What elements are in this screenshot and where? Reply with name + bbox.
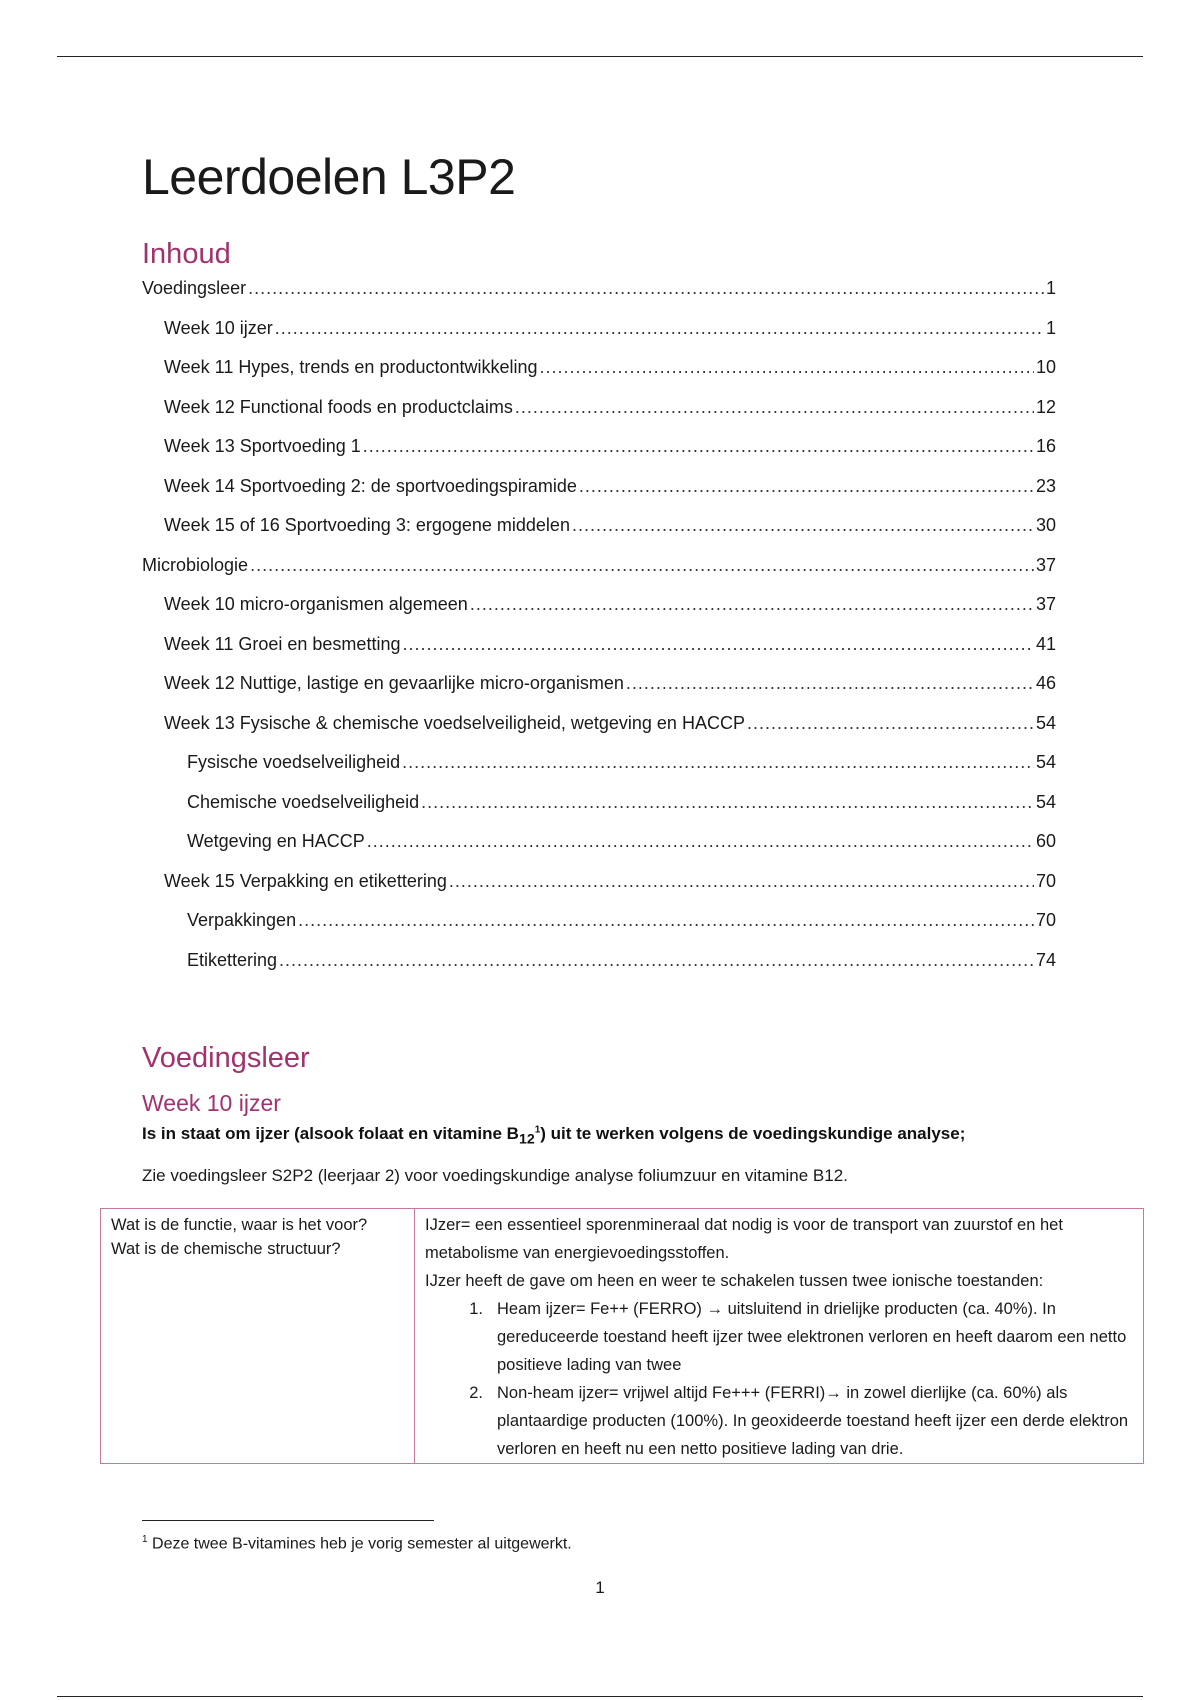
toc-entry-page: 74 bbox=[1035, 949, 1056, 970]
toc-leader bbox=[470, 594, 1034, 615]
toc-entry[interactable] bbox=[142, 950, 1056, 990]
toc-leader bbox=[540, 357, 1034, 378]
toc-leader bbox=[747, 713, 1034, 734]
toc-entry-page: 70 bbox=[1035, 870, 1056, 891]
toc-leader bbox=[449, 871, 1034, 892]
toc-entry-page: 1 bbox=[1045, 278, 1056, 298]
toc-entry[interactable] bbox=[142, 713, 1056, 753]
toc-entry[interactable] bbox=[142, 318, 1056, 358]
list-number: 1. bbox=[469, 1300, 483, 1318]
toc-entry[interactable] bbox=[142, 594, 1056, 634]
list-number: 2. bbox=[469, 1384, 483, 1402]
toc-entry[interactable] bbox=[142, 278, 1056, 318]
toc-entry-page: 23 bbox=[1035, 475, 1056, 496]
toc-entry-text: Verpakkingen bbox=[187, 910, 297, 930]
list-item bbox=[425, 1295, 1133, 1379]
toc-leader bbox=[367, 831, 1034, 852]
toc-entry-text: Week 11 Groei en besmetting bbox=[164, 633, 401, 654]
question-cell bbox=[101, 1209, 415, 1463]
toc-entry-text: Chemische voedselveiligheid bbox=[187, 791, 420, 812]
list-text: Non-heam ijzer= vrijwel altijd Fe+++ (FERRI)→ in zowel dierlijke (ca. 60%) als plantaardige producten (100%). In geoxideerde toestand heeft ijzer een derde elektron verloren en heeft nu een netto positieve lading van drie. bbox=[497, 1384, 1129, 1458]
toc-entry-text: Week 10 micro-organismen algemeen bbox=[164, 594, 468, 614]
toc-entry-page: 12 bbox=[1035, 396, 1056, 417]
toc-leader bbox=[421, 792, 1034, 813]
toc-entry-page: 16 bbox=[1035, 436, 1056, 456]
toc-entry[interactable] bbox=[142, 831, 1056, 871]
footnote bbox=[142, 1534, 572, 1553]
page-number: 1 bbox=[595, 1578, 605, 1597]
toc-entry[interactable] bbox=[142, 792, 1056, 832]
toc-entry[interactable] bbox=[142, 555, 1056, 595]
document-title: Leerdoelen L3P2 bbox=[142, 149, 516, 205]
question-line: Wat is de chemische structuur? bbox=[111, 1240, 341, 1258]
answer-paragraph: IJzer heeft de gave om heen en weer te schakelen tussen twee ionische toestanden: bbox=[425, 1272, 1044, 1290]
toc-entry-page: 70 bbox=[1035, 910, 1056, 930]
toc-entry-text: Wetgeving en HACCP bbox=[187, 831, 365, 851]
toc-entry-text: Etikettering bbox=[187, 949, 278, 970]
toc-entry-text: Fysische voedselveiligheid bbox=[187, 752, 401, 772]
toc-entry-text: Week 15 Verpakking en etikettering bbox=[164, 870, 447, 891]
toc-entry-text: Week 14 Sportvoeding 2: de sportvoedingspiramide bbox=[164, 475, 577, 496]
toc-entry-page: 10 bbox=[1035, 357, 1056, 377]
footnote-text: Deze twee B-vitamines heb je vorig semester al uitgewerkt. bbox=[147, 1535, 572, 1553]
toc-leader bbox=[298, 910, 1034, 931]
toc-entry[interactable] bbox=[142, 397, 1056, 437]
toc-leader bbox=[515, 397, 1034, 418]
toc-entry-page: 60 bbox=[1035, 831, 1056, 851]
answer-paragraph: IJzer= een essentieel sporenmineraal dat nodig is voor de transport van zuurstof en het metabolisme van energievoedingsstoffen. bbox=[425, 1216, 1063, 1262]
table-of-contents bbox=[142, 278, 1056, 989]
toc-leader bbox=[402, 752, 1034, 773]
answer-list bbox=[425, 1295, 1133, 1463]
toc-entry-text: Week 13 Fysische & chemische voedselveiligheid, wetgeving en HACCP bbox=[164, 712, 745, 733]
toc-entry-page: 54 bbox=[1035, 791, 1056, 812]
toc-entry[interactable] bbox=[142, 476, 1056, 516]
toc-leader bbox=[250, 555, 1034, 576]
toc-leader bbox=[363, 436, 1034, 457]
toc-entry-text: Voedingsleer bbox=[142, 278, 247, 298]
answer-cell bbox=[415, 1209, 1143, 1463]
goal-text-start: Is in staat om ijzer (alsook folaat en vitamine B bbox=[142, 1124, 519, 1143]
footer-rule bbox=[57, 1696, 1143, 1697]
toc-entry-text: Microbiologie bbox=[142, 554, 249, 575]
toc-entry[interactable] bbox=[142, 515, 1056, 555]
toc-entry-text: Week 11 Hypes, trends en productontwikkeling bbox=[164, 357, 538, 377]
toc-leader bbox=[579, 476, 1034, 497]
toc-entry[interactable] bbox=[142, 634, 1056, 674]
toc-entry-page: 54 bbox=[1035, 752, 1056, 772]
toc-entry-page: 46 bbox=[1035, 673, 1056, 693]
toc-entry-text: Week 13 Sportvoeding 1 bbox=[164, 436, 361, 456]
toc-heading: Inhoud bbox=[142, 238, 231, 270]
learning-goal bbox=[142, 1124, 965, 1147]
subsection-heading: Week 10 ijzer bbox=[142, 1090, 281, 1116]
section-heading: Voedingsleer bbox=[142, 1042, 310, 1074]
analysis-table bbox=[100, 1208, 1144, 1464]
toc-entry-page: 37 bbox=[1035, 554, 1056, 575]
toc-entry[interactable] bbox=[142, 871, 1056, 911]
list-text: Heam ijzer= Fe++ (FERRO) → uitsluitend in drielijke producten (ca. 40%). In gereduceerde toestand heeft ijzer twee elektronen verloren en heeft daarom een netto positieve lading van twee bbox=[497, 1300, 1127, 1374]
toc-entry-page: 1 bbox=[1045, 317, 1056, 338]
toc-entry-page: 41 bbox=[1035, 633, 1056, 654]
toc-entry[interactable] bbox=[142, 910, 1056, 950]
toc-leader bbox=[626, 673, 1034, 694]
toc-entry-page: 37 bbox=[1035, 594, 1056, 614]
toc-entry[interactable] bbox=[142, 436, 1056, 476]
footnote-separator bbox=[142, 1520, 434, 1521]
toc-entry[interactable] bbox=[142, 673, 1056, 713]
header-rule bbox=[57, 56, 1143, 57]
reference-note: Zie voedingsleer S2P2 (leerjaar 2) voor voedingskundige analyse foliumzuur en vitamine B12. bbox=[142, 1166, 848, 1185]
toc-leader bbox=[279, 950, 1034, 971]
toc-leader bbox=[572, 515, 1034, 536]
toc-leader bbox=[402, 634, 1034, 655]
footnote-mark: 1 bbox=[142, 1534, 148, 1545]
toc-leader bbox=[248, 278, 1044, 299]
footnote-reference[interactable]: 1 bbox=[534, 1124, 541, 1136]
toc-entry-page: 30 bbox=[1035, 515, 1056, 535]
toc-entry[interactable] bbox=[142, 357, 1056, 397]
goal-text-end: ) uit te werken volgens de voedingskundige analyse; bbox=[540, 1124, 966, 1143]
question-line: Wat is de functie, waar is het voor? bbox=[111, 1216, 368, 1234]
toc-entry-text: Week 10 ijzer bbox=[164, 317, 273, 338]
toc-leader bbox=[275, 318, 1044, 339]
goal-subscript: 12 bbox=[518, 1131, 535, 1148]
toc-entry[interactable] bbox=[142, 752, 1056, 792]
toc-entry-page: 54 bbox=[1035, 712, 1056, 733]
toc-entry-text: Week 12 Nuttige, lastige en gevaarlijke micro-organismen bbox=[164, 673, 624, 693]
toc-entry-text: Week 12 Functional foods en productclaims bbox=[164, 396, 513, 417]
toc-entry-text: Week 15 of 16 Sportvoeding 3: ergogene middelen bbox=[164, 515, 570, 535]
list-item bbox=[425, 1379, 1133, 1463]
